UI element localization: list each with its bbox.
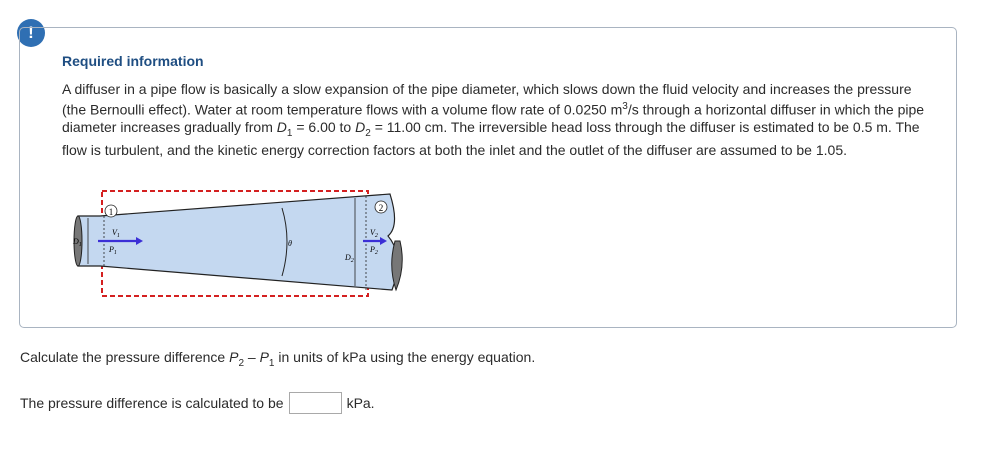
- theta-label: θ: [288, 239, 292, 248]
- alert-icon: !: [17, 19, 45, 47]
- answer-prefix: The pressure difference is calculated to be: [20, 395, 284, 411]
- question-text: Calculate the pressure difference $P_2 - P_1$ in units of kPa using the energy equation.: [20, 349, 536, 369]
- pressure-difference-input[interactable]: [289, 392, 342, 414]
- answer-row: [20, 390, 375, 416]
- v1-label: $V_1$: [112, 228, 120, 239]
- station-2-label: 2: [378, 203, 384, 213]
- diffuser-diagram: [70, 186, 410, 302]
- d1-label: $D_1$: [73, 237, 82, 248]
- v2-label: $V_2$: [370, 228, 378, 239]
- answer-unit: kPa.: [346, 395, 375, 411]
- station-1-label: 1: [108, 207, 114, 217]
- info-title: Required information: [62, 53, 204, 69]
- p1-label: $P_1$: [109, 245, 117, 256]
- problem-statement: A diffuser in a pipe flow is basically a slow expansion of the pipe diameter, which slows down the fluid velocity and increases the pressure (the Bernoulli effect). Water at room temperature flows with a volume flow rate of 0.0250 $m^3/s$ through a horizontal diffuser in which the pipe diameter increases gradually from $D_1 = 6.00$ to $D_2 = 11.00$ cm. The irreversible head loss through the diffuser is estimated to be 0.5 m. The flow is turbulent, and the kinetic energy correction factors at both the inlet and the outlet of the diffuser are assumed to be 1.05.: [62, 81, 925, 159]
- d2-label: $D_2$: [345, 253, 354, 264]
- p2-label: $P_2$: [370, 245, 378, 256]
